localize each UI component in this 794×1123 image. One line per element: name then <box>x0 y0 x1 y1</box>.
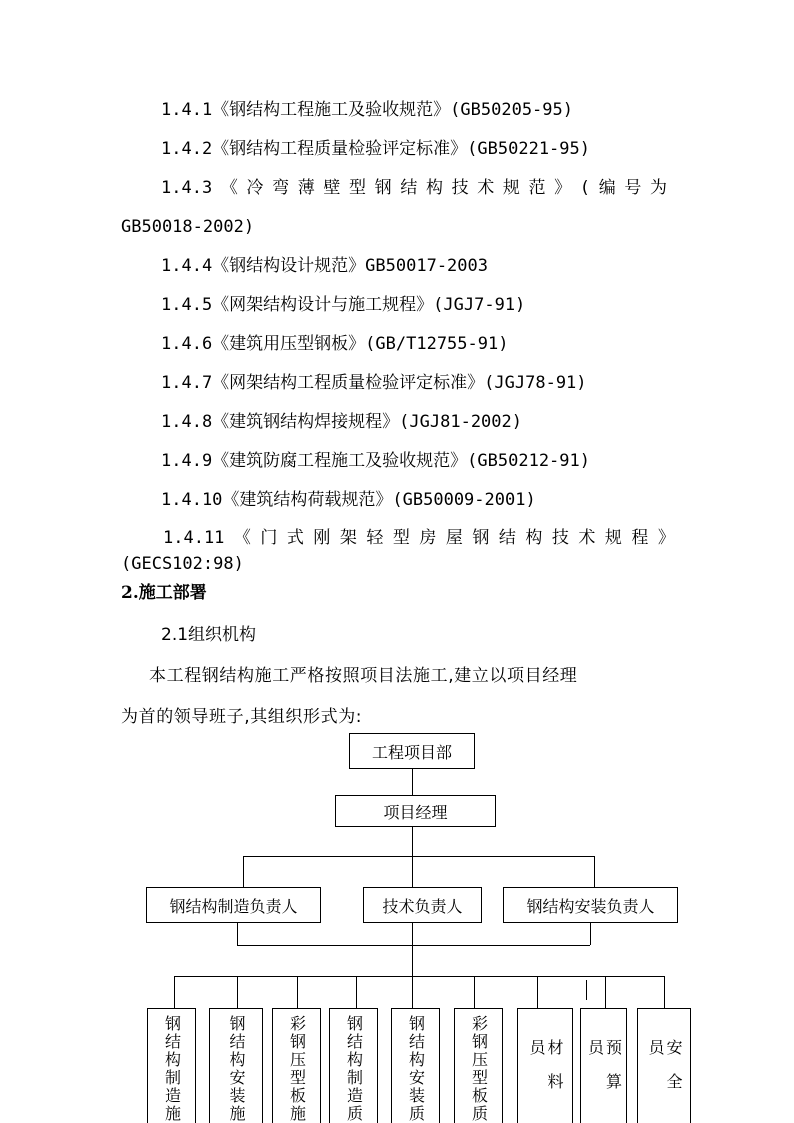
standard-text-part: 钢 <box>374 178 392 198</box>
standard-text-part: 号 <box>624 178 642 198</box>
connector <box>412 769 413 795</box>
org-node-staff <box>209 1008 263 1123</box>
org-node-staff <box>329 1008 378 1123</box>
org-node-top: 工程项目部 <box>349 733 475 769</box>
standard-text-part: 技 <box>551 528 569 548</box>
connector <box>243 856 594 857</box>
connector <box>356 976 357 1008</box>
connector <box>412 976 413 1008</box>
standard-item: 1.4.9《建筑防腐工程施工及验收规范》(GB50212-91) <box>161 451 590 471</box>
org-node-staff <box>147 1008 196 1123</box>
standard-text-part: 型 <box>349 178 367 198</box>
org-node-staff-label: 钢结构安装施 <box>227 1015 246 1123</box>
org-node-staff-label: 材料员 <box>527 1039 564 1107</box>
connector <box>174 976 175 1008</box>
connector <box>537 976 538 1008</box>
connector <box>243 856 244 887</box>
standard-text-part: 钢 <box>472 528 490 548</box>
standard-text-part: 刚 <box>313 528 331 548</box>
standard-text-part: 轻 <box>366 528 384 548</box>
org-node-staff <box>580 1008 627 1123</box>
section-heading: 2.施工部署 <box>121 583 207 603</box>
standard-text-part: 结 <box>498 528 516 548</box>
standard-text-part: 《 <box>233 528 251 548</box>
standard-item-continuation: (GECS102:98) <box>121 554 244 574</box>
connector <box>174 976 664 977</box>
connector <box>237 976 238 1008</box>
standard-text-part: 规 <box>604 528 622 548</box>
standard-item: 1.4.8《建筑钢结构焊接规程》(JGJ81-2002) <box>161 412 522 432</box>
standard-text-part: 1.4.3 <box>161 178 213 198</box>
standard-text-part: 构 <box>525 528 543 548</box>
standard-text-part: 房 <box>419 528 437 548</box>
org-node-staff <box>454 1008 503 1123</box>
org-node-staff-label: 彩钢压型板质 <box>469 1015 489 1123</box>
standard-text-part: 壁 <box>323 178 341 198</box>
org-node-staff <box>272 1008 321 1123</box>
org-node-staff-label: 钢结构制造施 <box>162 1015 182 1123</box>
standard-item: 1.4.1《钢结构工程施工及验收规范》(GB50205-95) <box>161 100 573 120</box>
standard-item: 1.4.6《建筑用压型钢板》(GB/T12755-91) <box>161 334 509 354</box>
standard-text-part: 薄 <box>297 178 315 198</box>
standard-text-part: 程 <box>631 528 649 548</box>
connector <box>474 976 475 1008</box>
org-node-staff-label: 钢结构安装质 <box>406 1015 426 1123</box>
standard-text-part: 范 <box>528 178 546 198</box>
standard-text-part: 弯 <box>272 178 290 198</box>
paragraph-line-1: 本工程钢结构施工严格按照项目法施工,建立以项目经理 <box>149 666 578 686</box>
standard-text-part: 规 <box>502 178 520 198</box>
standard-item: 1.4.7《网架结构工程质量检验评定标准》(JGJ78-91) <box>161 373 587 393</box>
standard-text-part: 技 <box>451 178 469 198</box>
standard-text-part: 编 <box>598 178 616 198</box>
org-node-install-lead: 钢结构安装负责人 <box>503 887 678 923</box>
standard-item: 1.4.2《钢结构工程质量检验评定标准》(GB50221-95) <box>161 139 590 159</box>
paragraph-line-2: 为首的领导班子,其组织形式为: <box>121 707 363 727</box>
standard-item-continuation: GB50018-2002) <box>121 217 255 237</box>
standard-text-part: 术 <box>578 528 596 548</box>
standard-text-part: 构 <box>425 178 443 198</box>
standard-text-part: 式 <box>286 528 304 548</box>
org-node-staff <box>517 1008 573 1123</box>
connector <box>412 923 413 976</box>
standard-item: 1.4.10《建筑结构荷载规范》(GB50009-2001) <box>161 490 536 510</box>
org-node-tech-lead: 技术负责人 <box>363 887 482 923</box>
standard-text-part: 《 <box>220 178 238 198</box>
connector <box>237 945 590 946</box>
standard-item <box>163 527 675 549</box>
org-node-manufacture-lead: 钢结构制造负责人 <box>146 887 321 923</box>
org-node-staff-label: 预算员 <box>585 1039 623 1107</box>
org-node-staff <box>637 1008 691 1123</box>
standard-text-part: 屋 <box>445 528 463 548</box>
standard-text-part: 型 <box>392 528 410 548</box>
connector <box>594 856 595 887</box>
org-node-staff-label: 安全员 <box>646 1039 683 1107</box>
standard-text-part: 架 <box>339 528 357 548</box>
org-node-manager: 项目经理 <box>335 795 496 827</box>
standard-text-part: 》 <box>657 528 675 548</box>
connector <box>605 976 606 1008</box>
connector <box>664 976 665 1008</box>
org-node-staff <box>391 1008 440 1123</box>
org-node-staff-label: 钢结构制造质 <box>344 1015 364 1123</box>
connector <box>590 923 591 945</box>
org-node-staff-label: 彩钢压型板施 <box>287 1015 307 1123</box>
subsection-heading: 2.1组织机构 <box>161 625 257 645</box>
connector <box>586 980 587 1000</box>
standard-text-part: 》 <box>554 178 572 198</box>
standard-item: 1.4.4《钢结构设计规范》GB50017-2003 <box>161 256 488 276</box>
connector <box>237 923 238 945</box>
standard-item <box>161 177 667 199</box>
standard-text-part: 结 <box>400 178 418 198</box>
standard-text-part: 门 <box>260 528 278 548</box>
standard-item: 1.4.5《网架结构设计与施工规程》(JGJ7-91) <box>161 295 526 315</box>
connector <box>297 976 298 1008</box>
standard-text-part: 术 <box>477 178 495 198</box>
standard-text-part: 1.4.11 <box>163 528 225 548</box>
standard-text-part: 冷 <box>246 178 264 198</box>
standard-text-part: 为 <box>649 178 667 198</box>
connector <box>412 827 413 887</box>
standard-text-part: ( <box>579 178 591 198</box>
